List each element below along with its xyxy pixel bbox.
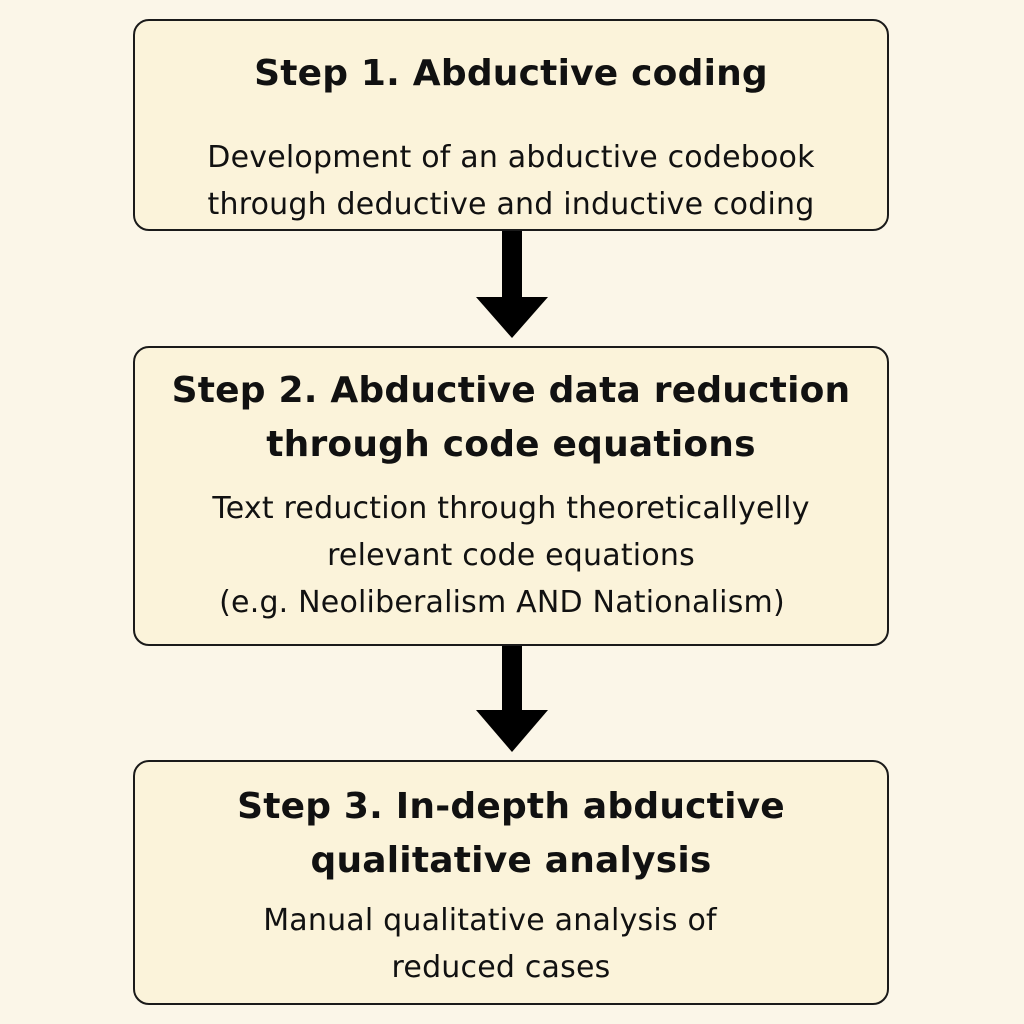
- step-2-description-line: Text reduction through theoreticallyelly: [212, 491, 810, 526]
- step-1-title-line: Step 1. Abductive coding: [254, 53, 768, 94]
- step-2-title-line: Step 2. Abductive data reduction: [171, 370, 851, 411]
- step-1-description-line: Development of an abductive codebook: [207, 140, 815, 175]
- step-3-box: [133, 760, 889, 1005]
- step-3-title-line: qualitative analysis: [310, 840, 712, 881]
- step-3-description-line: Manual qualitative analysis of: [263, 903, 717, 938]
- step-2-description-line: (e.g. Neoliberalism AND Nationalism): [219, 585, 785, 620]
- step-2-title-line: through code equations: [266, 424, 756, 465]
- step-3-title: [135, 780, 887, 888]
- step-1-description-line: through deductive and inductive coding: [207, 187, 815, 222]
- step-3-description-line: reduced cases: [391, 950, 611, 985]
- step-2-description-line: relevant code equations: [327, 538, 695, 573]
- step-3-description: [135, 897, 887, 991]
- step-3-title-line: Step 3. In-depth abductive: [237, 786, 785, 827]
